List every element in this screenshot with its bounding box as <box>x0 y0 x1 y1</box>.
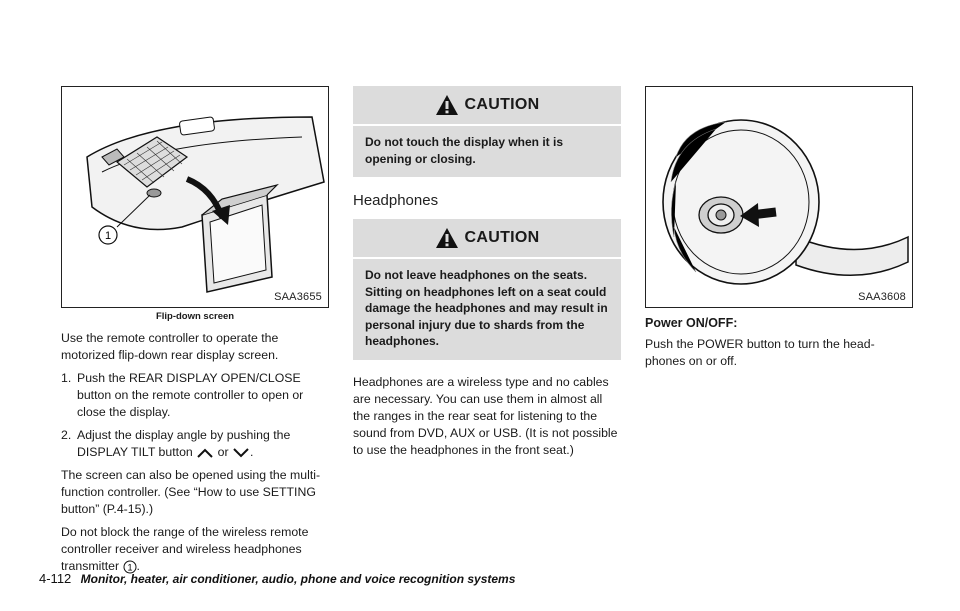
power-paragraph: Push the POWER button to turn the head-phones on or off. <box>645 337 875 368</box>
multi-function-paragraph: The screen can also be opened using the multi-function controller. (See “How to use SETTING button” (P.4-15).) <box>61 468 321 516</box>
caution-box-display <box>353 86 621 177</box>
step-1: 1. Push the REAR DISPLAY OPEN/CLOSE button on the remote controller to open or close the display. <box>61 371 304 419</box>
caution-text: Do not touch the display when it is opening or closing. <box>365 135 564 166</box>
flip-down-screen-illustration <box>62 87 328 307</box>
svg-text:1: 1 <box>127 562 133 573</box>
chevron-up-icon <box>196 447 214 459</box>
chapter-title: Monitor, heater, air conditioner, audio, phone and voice recognition systems <box>80 572 516 586</box>
page-footer <box>39 571 515 586</box>
caution-label: CAUTION <box>464 96 540 113</box>
chevron-down-icon <box>232 447 250 459</box>
steps-list <box>61 370 329 461</box>
column-right <box>645 86 913 370</box>
figure-code: SAA3655 <box>274 291 322 303</box>
power-subheading: Power ON/OFF: <box>645 316 738 330</box>
step-2: 2. Adjust the display angle by pushing the DISPLAY TILT button or . <box>61 428 291 459</box>
headphones-paragraph: Headphones are a wireless type and no cables are necessary. You can use them in almost all the ranges in the rear seat for listening to the sound from DVD, AUX or USB. (It is not possible to use the headphones in the front seat.) <box>353 374 618 457</box>
caution-label: CAUTION <box>464 229 540 246</box>
headphones-figure <box>645 86 913 308</box>
intro-paragraph: Use the remote controller to operate the motorized flip-down rear display screen. <box>61 331 279 362</box>
range-paragraph: Do not block the range of the wireless remote controller receiver and wireless headphones transmitter 1 . <box>61 525 309 573</box>
flip-down-screen-figure <box>61 86 329 308</box>
page-number: 4-112 <box>39 571 72 586</box>
figure-caption: Flip-down screen <box>155 311 235 322</box>
column-left <box>61 86 329 575</box>
column-middle <box>353 86 621 459</box>
caution-text: Do not leave headphones on the seats. Sitting on headphones left on a seat could damage the headphones and may result in personal injury due to shards from the headphones. <box>365 268 608 348</box>
warning-triangle-icon <box>435 227 459 249</box>
figure-code: SAA3608 <box>858 291 906 303</box>
caution-header <box>353 86 621 126</box>
callout-1-label: 1 <box>104 230 112 242</box>
headphones-illustration <box>646 87 912 307</box>
section-title-headphones: Headphones <box>353 192 439 209</box>
warning-triangle-icon <box>435 94 459 116</box>
caution-header <box>353 219 621 259</box>
caution-box-headphones <box>353 219 621 360</box>
